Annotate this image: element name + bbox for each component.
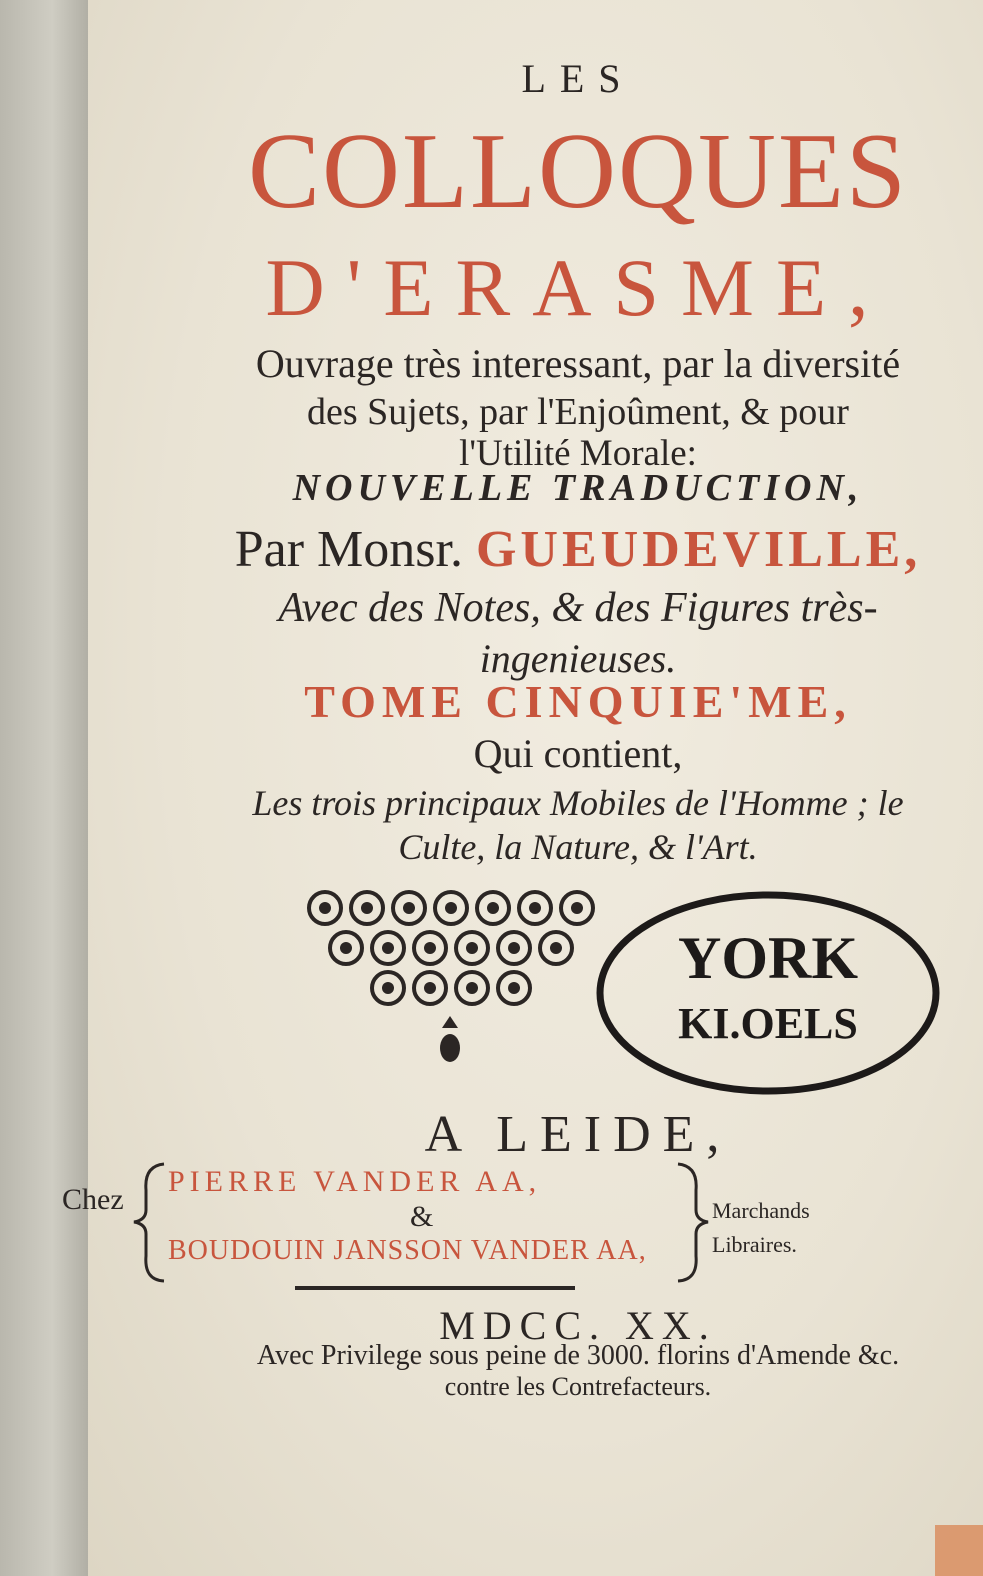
contains-line: Qui contient, [473, 731, 683, 776]
publisher-2: BOUDOUIN JANSSON VANDER AA, [168, 1235, 647, 1266]
publisher-ampersand: & [410, 1200, 434, 1233]
trade-line-1: Marchands [712, 1198, 810, 1223]
printers-ornament-icon [300, 888, 600, 1078]
title-colloques: COLLOQUES [248, 112, 908, 231]
library-stamp-icon [593, 888, 943, 1098]
contents-line-2: Culte, la Nature, & l'Art. [398, 827, 758, 867]
privilege-line: Avec Privilege sous peine de 3000. florins d'Amende &c. [256, 1340, 900, 1371]
notes-line-2: ingenieuses. [479, 636, 677, 681]
imprint-place: A LEIDE, [424, 1106, 732, 1163]
translator-line [148, 518, 983, 582]
translation-line: NOUVELLE TRADUCTION, [292, 467, 864, 509]
right-brace-icon [672, 1160, 712, 1285]
book-spine-edge [0, 0, 95, 1576]
stamp-line-1: YORK [678, 925, 858, 991]
publisher-1: PIERRE VANDER AA, [168, 1165, 542, 1198]
translator-prefix: Par Monsr. [234, 521, 463, 578]
notes-line-1: Avec des Notes, & des Figures très- [278, 585, 878, 631]
imprint-year: MDCC. XX. [439, 1303, 717, 1348]
subtitle-line-1: Ouvrage très interessant, par la diversité [255, 341, 901, 386]
privilege-line-2: contre les Contrefacteurs. [444, 1372, 712, 1401]
imprint-rule [295, 1286, 575, 1290]
title-les: LES [521, 56, 635, 101]
trade-line-2: Libraires. [712, 1232, 797, 1257]
left-brace-icon [130, 1160, 170, 1285]
subtitle-line-2: des Sujets, par l'Enjoûment, & pour [307, 391, 849, 433]
contents-line-1: Les trois principaux Mobiles de l'Homme ; le [252, 783, 904, 823]
stamp-line-2: KI.OELS [678, 999, 858, 1048]
imprint-chez: Chez [62, 1183, 124, 1216]
bookmark-tab [935, 1525, 983, 1576]
subtitle-line-3: l'Utilité Morale: [459, 433, 697, 474]
volume-heading: TOME CINQUIE'ME, [304, 676, 852, 727]
title-erasme: D'ERASME, [265, 242, 891, 333]
translator-name: GUEUDEVILLE, [475, 521, 922, 578]
